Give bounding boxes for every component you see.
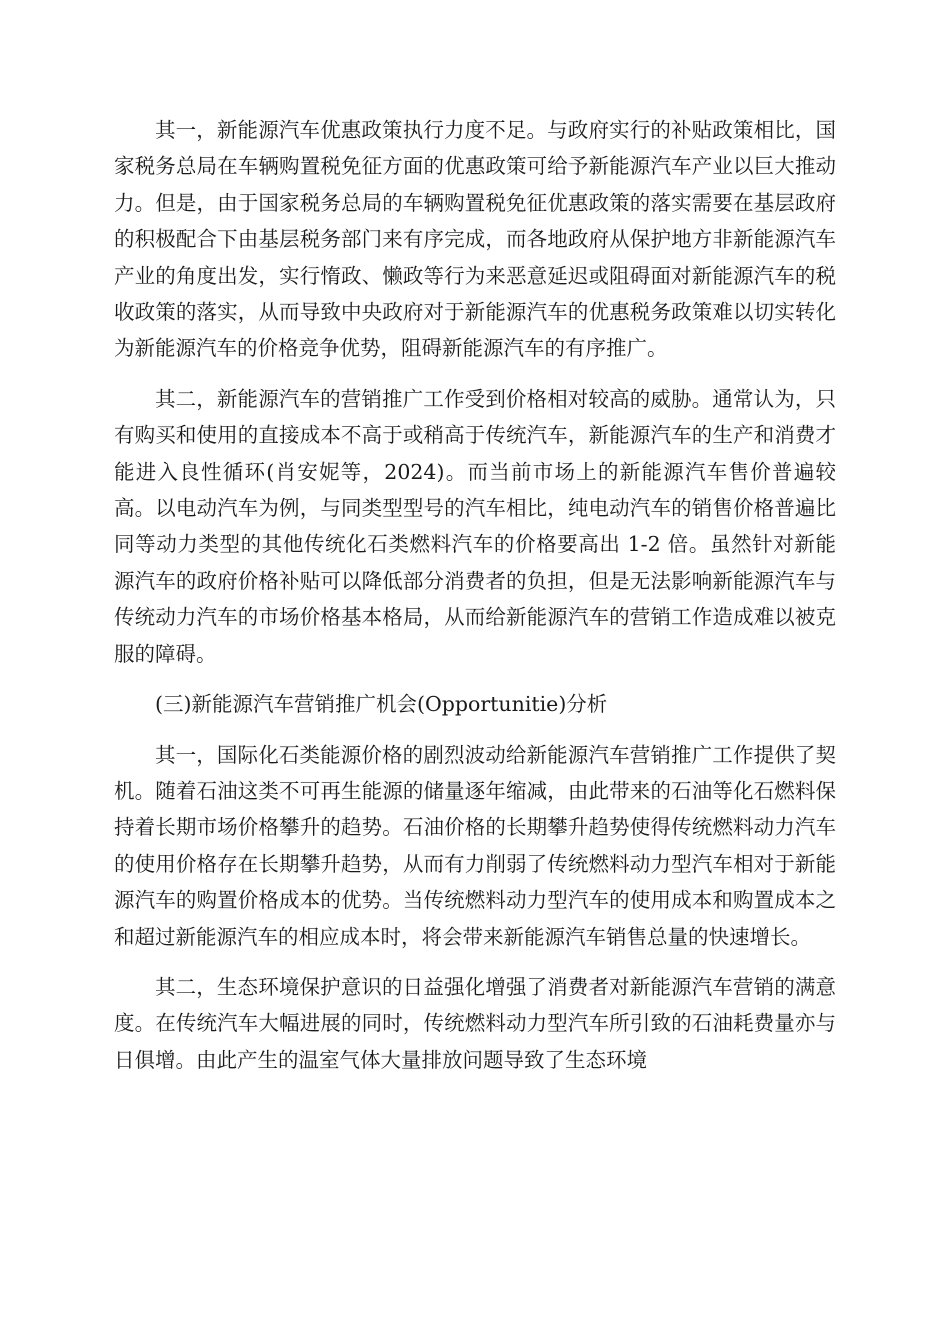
paragraph-energy-prices: 其一，国际化石类能源价格的剧烈波动给新能源汽车营销推广工作提供了契机。随着石油这类不可再生能源的储量逐年缩减，由此带来的石油等化石燃料保持着长期市场价格攀升的趋势。石油价格的长期攀升趋势使得传统燃料动力汽车的使用价格存在长期攀升趋势，从而有力削弱了传统燃料动力型汽车相对于新能源汽车的购置价格成本的优势。当传统燃料动力型汽车的使用成本和购置成本之和超过新能源汽车的相应成本时，将会带来新能源汽车销售总量的快速增长。 (114, 742, 836, 949)
paragraph-price-threat: 其二，新能源汽车的营销推广工作受到价格相对较高的威胁。通常认为，只有购买和使用的直接成本不高于或稍高于传统汽车，新能源汽车的生产和消费才能进入良性循环(肖安妮等，2024)。而当前市场上的新能源汽车售价普遍较高。以电动汽车为例，与同类型型号的汽车相比，纯电动汽车的销售价格普遍比同等动力类型的其他传统化石类燃料汽车的价格要高出 1-2 倍。虽然针对新能源汽车的政府价格补贴可以降低部分消费者的负担，但是无法影响新能源汽车与传统动力汽车的市场价格基本格局，从而给新能源汽车的营销工作造成难以被克服的障碍。 (114, 386, 836, 666)
paragraph-environment-awareness: 其二，生态环境保护意识的日益强化增强了消费者对新能源汽车营销的满意度。在传统汽车大幅进展的同时，传统燃料动力型汽车所引致的石油耗费量亦与日俱增。由此产生的温室气体大量排放问题导致了生态环境 (114, 974, 836, 1072)
section-heading-opportunities: (三)新能源汽车营销推广机会(Opportunitie)分析 (155, 692, 608, 717)
paragraph-policy-enforcement: 其一，新能源汽车优惠政策执行力度不足。与政府实行的补贴政策相比，国家税务总局在车辆购置税免征方面的优惠政策可给予新能源汽车产业以巨大推动力。但是，由于国家税务总局的车辆购置税免征优惠政策的落实需要在基层政府的积极配合下由基层税务部门来有序完成，而各地政府从保护地方非新能源汽车产业的角度出发，实行惰政、懒政等行为来恶意延迟或阻碍面对新能源汽车的税收政策的落实，从而导致中央政府对于新能源汽车的优惠税务政策难以切实转化为新能源汽车的价格竞争优势，阻碍新能源汽车的有序推广。 (114, 118, 836, 361)
document-page (114, 112, 836, 1092)
